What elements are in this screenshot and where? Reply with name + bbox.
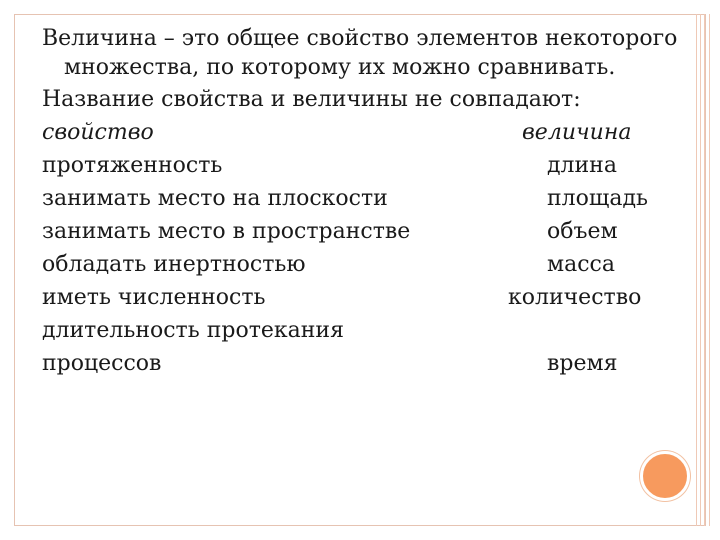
row-property: процессов bbox=[42, 351, 162, 376]
row-property: иметь численность bbox=[42, 285, 266, 310]
row-property: длительность протекания bbox=[42, 318, 344, 343]
table-header bbox=[42, 117, 682, 150]
slide-content bbox=[42, 25, 682, 381]
intro-text bbox=[42, 84, 682, 117]
row-property: обладать инертностью bbox=[42, 252, 306, 277]
decorative-edge-line bbox=[704, 14, 705, 526]
row-quantity: объем bbox=[547, 219, 618, 244]
row-quantity: время bbox=[547, 351, 618, 376]
decorative-edge-line bbox=[709, 14, 710, 526]
decorative-circle-icon bbox=[640, 451, 690, 501]
table-row bbox=[42, 249, 682, 282]
table-row bbox=[42, 183, 682, 216]
definition-text: Величина – это общее свойство элементов некоторого множества, по которому их можно сравнивать. bbox=[42, 26, 678, 80]
row-quantity: площадь bbox=[547, 186, 648, 211]
table-row bbox=[42, 150, 682, 183]
header-property: свойство bbox=[42, 120, 154, 145]
table-row bbox=[42, 216, 682, 249]
row-quantity: количество bbox=[508, 285, 642, 310]
intro-label: Название свойства и величины не совпадают: bbox=[42, 87, 581, 112]
row-property: занимать место на плоскости bbox=[42, 186, 388, 211]
table-row bbox=[42, 315, 682, 348]
row-property: протяженность bbox=[42, 153, 223, 178]
decorative-edge-line bbox=[696, 14, 697, 526]
header-quantity: величина bbox=[522, 120, 632, 145]
decorative-edge-line bbox=[700, 14, 701, 526]
row-quantity: масса bbox=[547, 252, 615, 277]
row-property: занимать место в пространстве bbox=[42, 219, 411, 244]
table-row bbox=[42, 348, 682, 381]
table-row bbox=[42, 282, 682, 315]
row-quantity: длина bbox=[547, 153, 617, 178]
